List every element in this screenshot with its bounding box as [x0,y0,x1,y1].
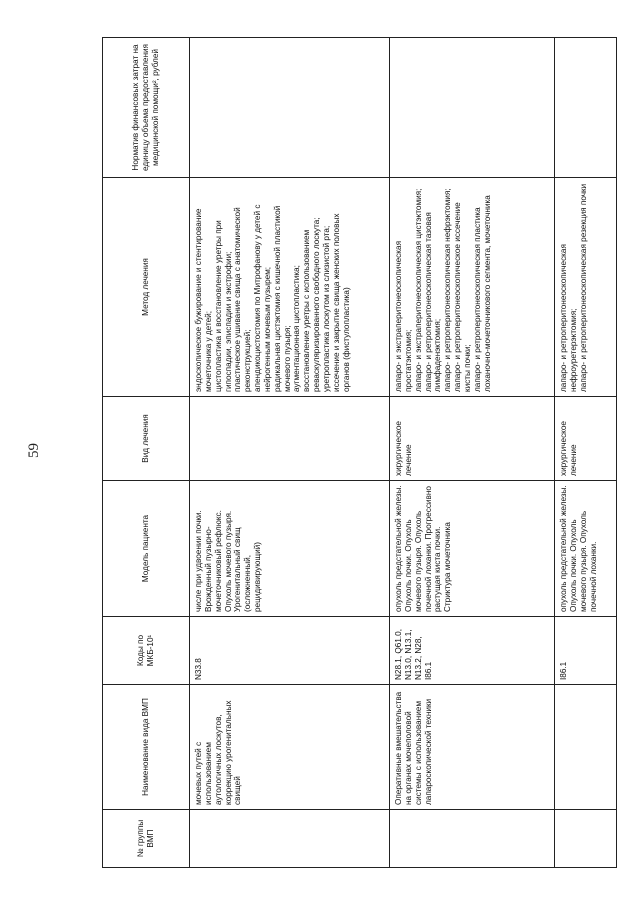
method-item: лапаро- и ретроперитонеоскопическая резекция почки [578,183,588,392]
header-norm: Норматив финансовых затрат на единицу объема предоставления медицинской помощи², рублей [103,38,190,178]
cell-name: Оперативные вмешательства на органах мочеполовой системы с использованием лапароскопической техники [390,685,555,810]
cell-name: мочевых путей с использованием аутологичных лоскутов, коррекцию урогенитальных свищей [190,685,390,810]
cell-group [555,810,617,868]
method-item: уретропластика лоскутом из слизистой рта; [321,225,331,392]
cell-codes: N28.1, Q61.0, N13.0, N13.1, N13.2, N28, I86.1 [390,617,555,685]
table-header-row [103,38,190,868]
page-number: 59 [26,443,42,458]
header-group: № группы ВМП [103,810,190,868]
method-item: эндоскопическое бужирование и стентирование мочеточника у детей; [194,208,213,392]
method-item: лапаро- и экстраперитонеоскопическая простатэктомия; [394,240,413,392]
method-item: апендикоцистостомия по Митрофанову у детей с нейрогенным мочевым пузырем; [253,204,272,392]
header-name: Наименование вида ВМП [103,685,190,810]
cell-method [190,178,390,397]
cell-group [190,810,390,868]
header-treatment: Вид лечения [103,397,190,481]
method-item: иссечение и закрытие свища женских половых органов (фистулопластика) [331,213,351,392]
header-model: Модель пациента [103,481,190,617]
method-item: лапаро- и ретроперитонеоскопическая нефроуретерэктомия; [559,244,578,392]
vmp-table [102,37,617,868]
cell-norm [190,38,390,178]
table-row [190,38,390,868]
cell-model: числе при удвоении почки. Врожденный пузырно-мочеточниковый рефлюкс. Опухоль мочевого пузыря. Урогенитальный свищ (осложненный, рецидивирующий) [190,481,390,617]
method-item: пластическое ушивание свища с анатомической реконструкцией; [233,207,253,392]
cell-group [390,810,555,868]
header-method: Метод лечения [103,178,190,397]
cell-model: опухоль предстательной железы. Опухоль почки. Опухоль мочевого пузыря. Опухоль почечной лоханки. [555,481,617,617]
table-row [555,38,617,868]
cell-treatment [190,397,390,481]
method-item: лапаро- и ретроперитонеоскопическая тазовая лимфаденэктомия; [423,212,443,392]
cell-method [390,178,555,397]
cell-norm [390,38,555,178]
method-item: лапаро- и экстраперитонеоскопическая цистэктомия; [413,188,423,392]
cell-codes: I86.1 [555,617,617,685]
method-item: лапаро- и ретроперитонеоскопическая пластика лоханочно-мочеточникового сегмента, мочеточника [472,195,492,392]
rotated-table-wrapper [102,38,617,868]
cell-codes: N33.8 [190,617,390,685]
cell-model: опухоль предстательной железы. Опухоль почки. Опухоль мочевого пузыря. Опухоль почечной лоханки. Прогрессивно растущая киста почки. Стриктура мочеточника [390,481,555,617]
header-codes: Коды по МКБ-10¹ [103,617,190,685]
cell-method [555,178,617,397]
method-item: лапаро- и ретроперитонеоскопическая нефрэктомия; [443,188,453,392]
method-item: лапаро- и ретроперитонеоскопическое иссечение кисты почки; [453,202,472,392]
method-item: восстановление уретры с использованием реваскуляризированного свободного лоскута; [302,217,322,392]
cell-treatment: хирургическое лечение [390,397,555,481]
table-row [390,38,555,868]
method-item: радикальная цистэктомия с кишечной пластикой мочевого пузыря; [272,205,292,392]
method-item: аугментационная цистопластика; [292,265,302,392]
method-item: цистопластика и восстановление уретры при гипоспадии, эписпадии и экстрофии; [213,220,233,392]
cell-name [555,685,617,810]
cell-norm [555,38,617,178]
cell-treatment: хирургическое лечение [555,397,617,481]
